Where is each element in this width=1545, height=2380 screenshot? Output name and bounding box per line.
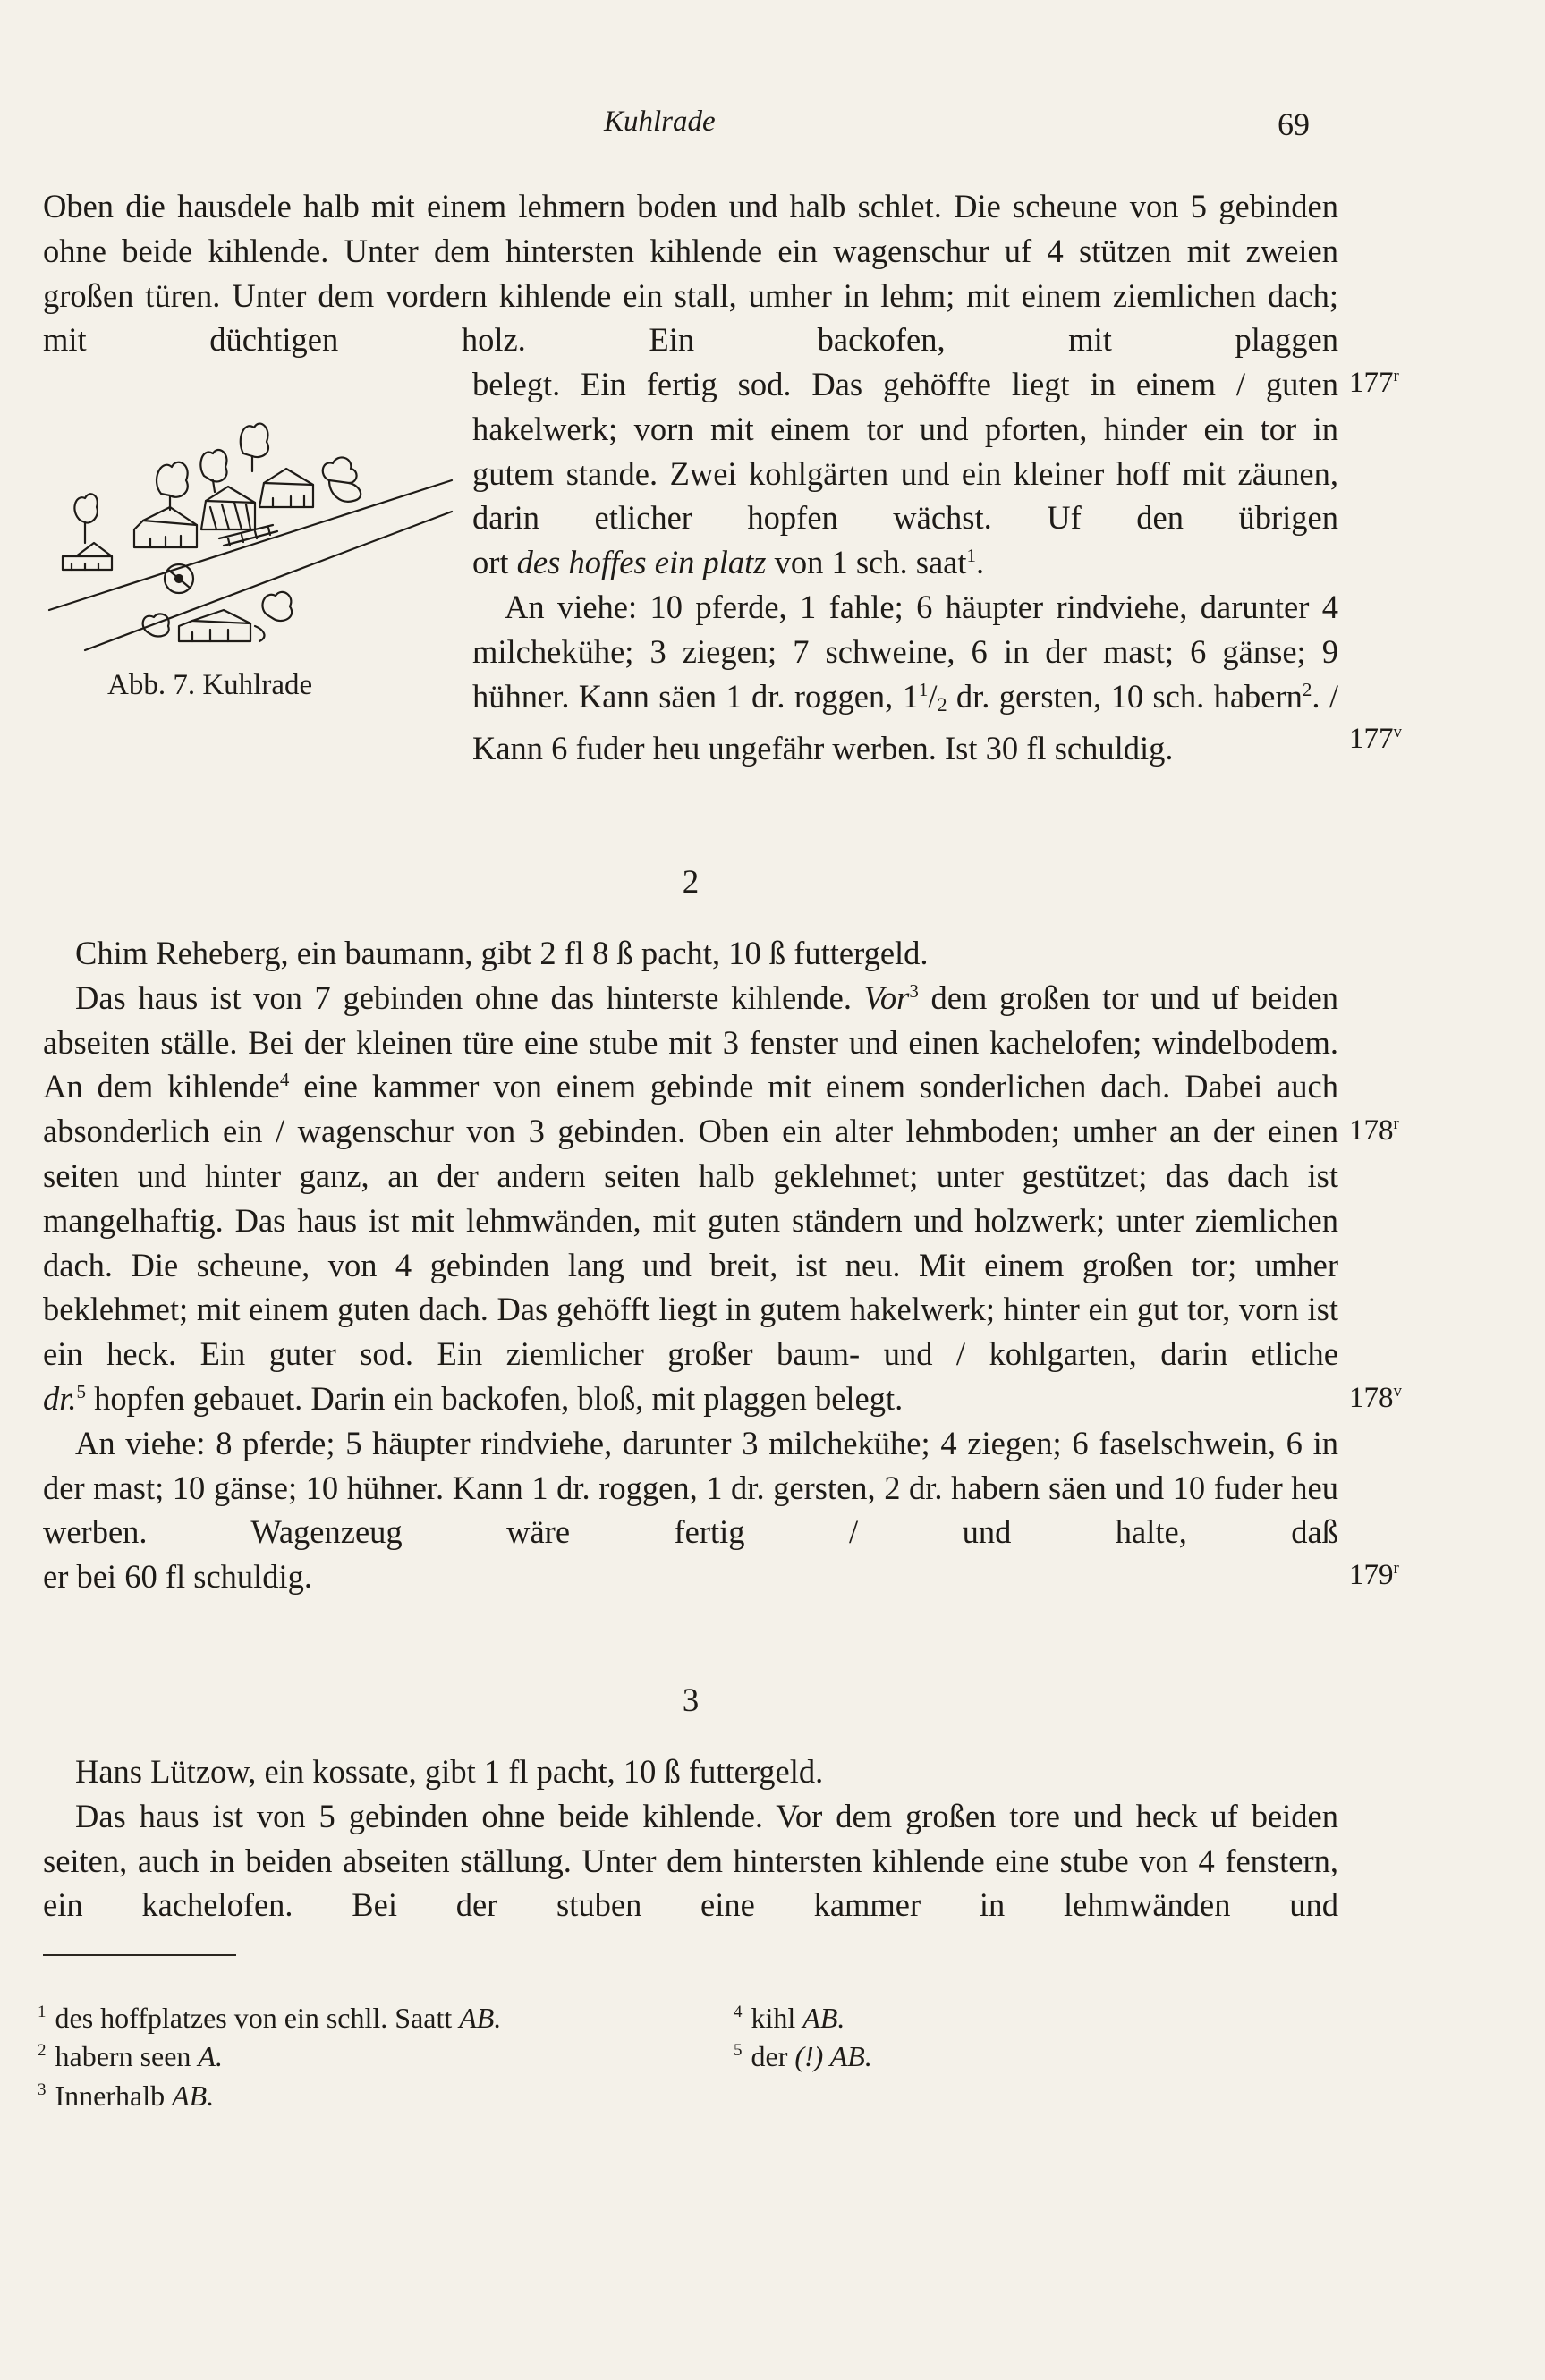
margin-folio-177v: 177$^v$ [1349, 723, 1402, 755]
section-number-2: 2 [682, 864, 700, 901]
margin-folio-179r: 179$^r$ [1349, 1559, 1399, 1591]
entry-body-end: dr.$^5$ hopfen gebauet. Darin ein backofen, bloß, mit plaggen belegt. [43, 1379, 904, 1417]
section-3-text [43, 1749, 1338, 1927]
entry-livestock: An viehe: 8 pferde; 5 häupter rindviehe, darunter 3 milchekühe; 4 ziegen; 6 faselschwein, 6 in der mast; 10 gänse; 10 hühner. Kann 1 dr. roggen, 1 dr. gersten, 2 dr. habern säen und 10 fuder heu werben. Wagenzeug wäre fertig / und halte, daß [43, 1424, 1338, 1551]
village-sketch-figure [45, 395, 456, 669]
footnote-4: $^4$ kihl AB. [734, 2002, 845, 2034]
footnote-5: $^5$ der (!) AB. [734, 2040, 872, 2072]
section-2-text [43, 931, 1338, 1599]
entry-body: Das haus ist von 5 gebinden ohne beide kihlende. Vor dem großen tore und heck uf beiden seiten, auch in beiden abseiten ställung. Unter dem hintersten kihlende eine stube von 4 fenstern, ein kachelofen. Bei der stuben eine kammer in lehmwänden und [43, 1797, 1338, 1924]
page-number: 69 [1278, 106, 1310, 142]
footnote-1: $^1$ des hoffplatzes von ein schll. Saatt AB. [38, 2002, 502, 2034]
entry-heading: Chim Reheberg, ein baumann, gibt 2 fl 8 ß pacht, 10 ß futtergeld. [75, 935, 929, 971]
kuhlrade-sketch-icon [45, 395, 456, 669]
paragraph-beside-figure [472, 362, 1338, 771]
entry-livestock-end: er bei 60 fl schuldig. [43, 1558, 313, 1596]
footnote-rule [43, 1954, 236, 1956]
text-lines-c: An viehe: 10 pferde, 1 fahle; 6 häupter rindviehe, darunter 4 milchekühe; 3 ziegen; 7 schweine, 6 in der mast; 6 gänse; 9 hühner. Kann säen 1 dr. roggen, $1^1/2$ dr. gersten, 10 sch. habern$^2$. / Kann 6 fuder heu ungefähr werben. Ist 30 fl schuldig. [472, 588, 1338, 767]
margin-folio-178v: 178$^v$ [1349, 1382, 1402, 1414]
entry-heading: Hans Lützow, ein kossate, gibt 1 fl pacht, 10 ß futtergeld. [75, 1753, 824, 1790]
paragraph-house-description [43, 184, 1338, 362]
page-header [0, 106, 1545, 159]
running-title: Kuhlrade [604, 106, 716, 138]
text-lines-a: belegt. Ein fertig sod. Das gehöffte liegt in einem / guten hakelwerk; vorn mit einem tor und pforten, hinder ein tor in gutem stande. Zwei kohlgärten und ein kleiner hoff mit zäunen, darin etlicher hopfen wächst. Uf den übrigen [472, 366, 1338, 537]
figure-caption: Abb. 7. Kuhlrade [107, 669, 313, 701]
footnote-3: $^3$ Innerhalb AB. [38, 2079, 215, 2112]
margin-folio-177r: 177$^r$ [1349, 367, 1399, 399]
section-number-3: 3 [682, 1682, 700, 1719]
footnote-2: $^2$ habern seen A. [38, 2040, 223, 2072]
text-lines: Oben die hausdele halb mit einem lehmern boden und halb schlet. Die scheune von 5 gebinden ohne beide kihlende. Unter dem hintersten kihlende ein wagenschur uf 4 stützen mit zweien großen türen. Unter dem vordern kihlende ein stall, umher in lehm; mit einem ziemlichen dach; mit düchtigen holz. Ein backofen, mit plaggen [43, 188, 1338, 359]
margin-folio-178r: 178$^r$ [1349, 1114, 1399, 1147]
text-lines-b: ort des hoffes ein platz von 1 sch. saat$^1$. [472, 544, 985, 581]
entry-body: Das haus ist von 7 gebinden ohne das hinterste kihlende. Vor$^3$ dem großen tor und uf beiden abseiten ställe. Bei der kleinen türe eine stube mit 3 fenster und einen kachelofen; windelbodem. An dem kihlende$^4$ eine kammer von einem gebinde mit einem sonderlichen dach. Dabei auch absonderlich ein / wagenschur von 3 gebinden. Oben ein alter lehmboden; umher an der einen seiten und hinter ganz, an der andern seiten halb geklehmet; unter gestützet; das dach ist mangelhaftig. Das haus ist mit lehmwänden, mit guten ständern und holzwerk; unter ziemlichen dach. Die scheune, von 4 gebinden lang und breit, ist neu. Mit einem großen tor; umher beklehmet; mit einem guten dach. Das gehöfft liegt in gutem hakelwerk; hinter ein gut tor, vorn ist ein heck. Ein guter sod. Ein ziemlicher großer baum- und / kohlgarten, darin etliche [43, 978, 1338, 1373]
